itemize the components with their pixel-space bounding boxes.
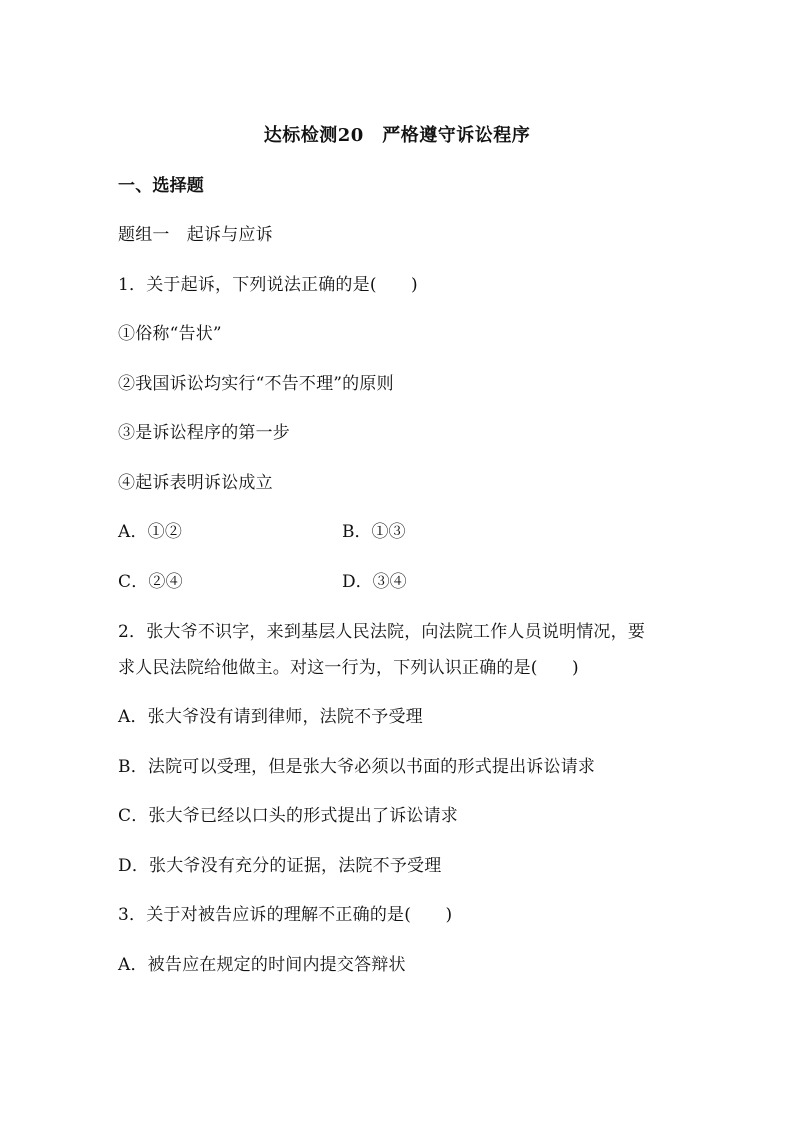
question-1-option-c: C．②④ xyxy=(118,572,183,592)
question-2-option-b: B．法院可以受理，但是张大爷必须以书面的形式提出诉讼请求 xyxy=(118,757,596,777)
question-2-stem-line-2: 求人民法院给他做主。对这一行为，下列认识正确的是( ) xyxy=(118,658,579,678)
question-1-option-a: A．①② xyxy=(118,522,183,542)
question-3-stem: 3．关于对被告应诉的理解不正确的是( ) xyxy=(118,905,453,925)
question-1-option-d: D．③④ xyxy=(342,572,407,592)
question-1-stem: 1．关于起诉，下列说法正确的是( ) xyxy=(118,275,418,295)
question-3-option-a: A．被告应在规定的时间内提交答辩状 xyxy=(118,955,406,975)
question-2-option-d: D．张大爷没有充分的证据，法院不予受理 xyxy=(118,856,442,876)
question-1-item-2: ②我国诉讼均实行“不告不理”的原则 xyxy=(118,374,394,394)
question-2-stem-line-1: 2．张大爷不识字，来到基层人民法院，向法院工作人员说明情况，要 xyxy=(118,622,646,642)
question-1-item-1: ①俗称“告状” xyxy=(118,324,222,344)
question-2-option-a: A．张大爷没有请到律师，法院不予受理 xyxy=(118,707,423,727)
question-1-item-3: ③是诉讼程序的第一步 xyxy=(118,423,290,443)
section-heading: 一、选择题 xyxy=(118,176,204,196)
document-title: 达标检测20 严格遵守诉讼程序 xyxy=(263,125,531,146)
group-heading: 题组一 起诉与应诉 xyxy=(118,225,273,245)
question-2-option-c: C．张大爷已经以口头的形式提出了诉讼请求 xyxy=(118,806,459,826)
question-1-item-4: ④起诉表明诉讼成立 xyxy=(118,473,273,493)
question-1-option-b: B．①③ xyxy=(342,522,406,542)
